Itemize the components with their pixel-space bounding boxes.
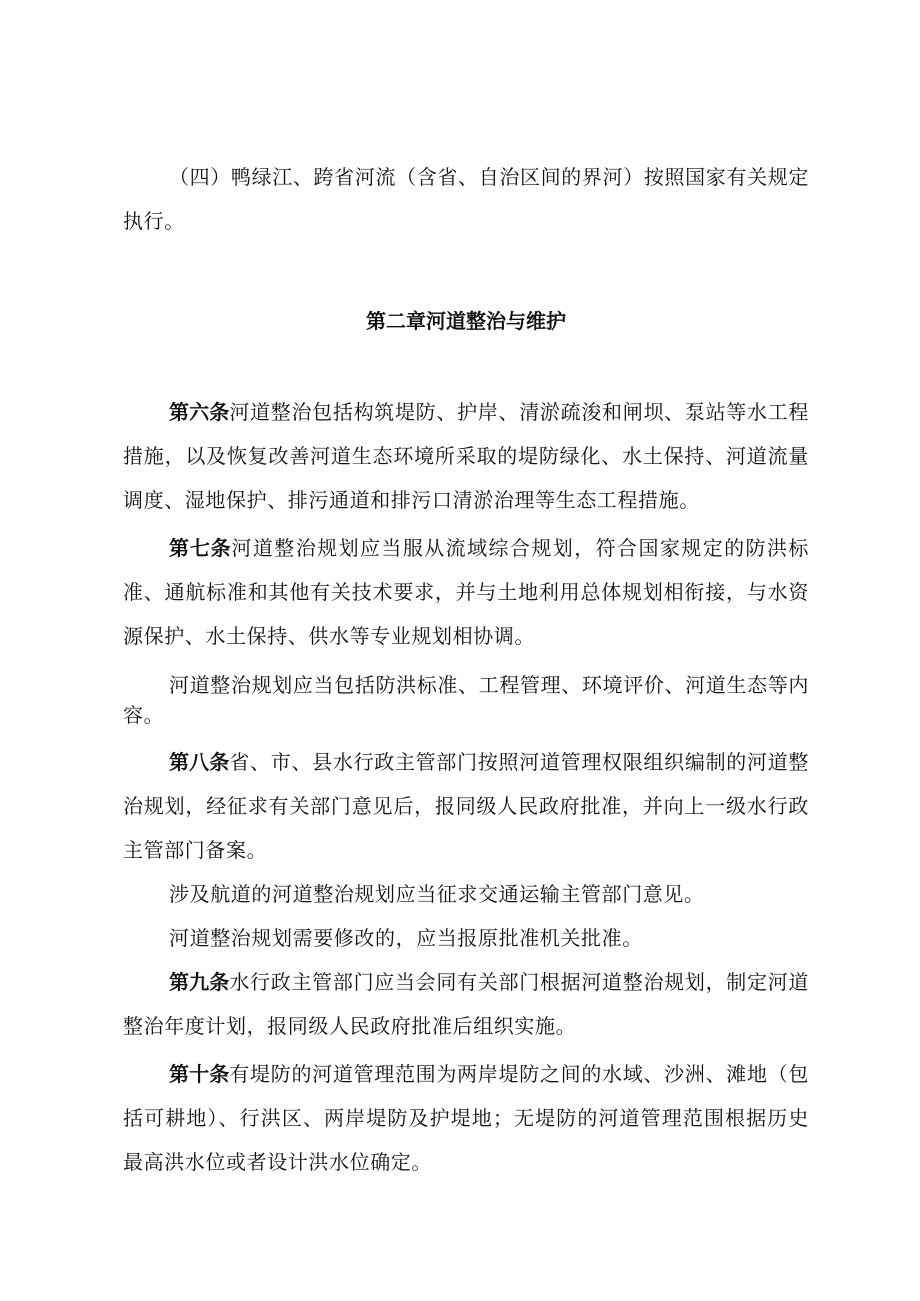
article-6-text: 河道整治包括构筑堤防、护岸、清淤疏浚和闸坝、泵站等水工程措施，以及恢复改善河道生态环境所采取的堤防绿化、水土保持、河道流量调度、湿地保护、排污通道和排污口清淤治理等生态工程措施。 bbox=[123, 400, 809, 512]
article-8-label: 第八条 bbox=[169, 750, 230, 774]
article-7-label: 第七条 bbox=[169, 536, 232, 560]
article-8 bbox=[123, 740, 809, 872]
article-9-text: 水行政主管部门应当会同有关部门根据河道整治规划，制定河道整治年度计划，报同级人民政府批准后组织实施。 bbox=[123, 970, 809, 1038]
article-9 bbox=[123, 960, 809, 1048]
chapter-title: 第二章河道整治与维护 bbox=[366, 309, 566, 333]
article-6-label: 第六条 bbox=[169, 400, 230, 424]
article-8-text: 省、市、县水行政主管部门按照河道管理权限组织编制的河道整治规划，经征求有关部门意见后，报同级人民政府批准，并向上一级水行政主管部门备案。 bbox=[123, 750, 809, 862]
article-10-text: 有堤防的河道管理范围为两岸堤防之间的水域、沙洲、滩地（包括可耕地）、行洪区、两岸堤防及护堤地；无堤防的河道管理范围根据历史最高洪水位或者设计洪水位确定。 bbox=[123, 1062, 809, 1174]
spacer bbox=[123, 243, 809, 305]
article-6 bbox=[123, 390, 809, 522]
article-7-paragraph-2: 河道整治规划应当包括防洪标准、工程管理、环境评价、河道生态等内容。 bbox=[123, 673, 809, 727]
article-10-label: 第十条 bbox=[169, 1062, 230, 1086]
paragraph-river-boundary: （四）鸭绿江、跨省河流（含省、自治区间的界河）按照国家有关规定执行。 bbox=[123, 165, 809, 233]
article-10 bbox=[123, 1052, 809, 1184]
spacer bbox=[123, 334, 809, 390]
article-8-paragraph-2: 涉及航道的河道整治规划应当征求交通运输主管部门意见。 bbox=[169, 882, 705, 906]
document-body bbox=[123, 155, 809, 1184]
article-7 bbox=[123, 526, 809, 658]
article-7-text: 河道整治规划应当服从流域综合规划，符合国家规定的防洪标准、通航标准和其他有关技术要求，并与土地利用总体规划相衔接，与水资源保护、水土保持、供水等专业规划相协调。 bbox=[123, 536, 810, 648]
article-9-label: 第九条 bbox=[169, 970, 230, 994]
article-8-paragraph-3: 河道整治规划需要修改的，应当报原批准机关批准。 bbox=[169, 926, 643, 950]
